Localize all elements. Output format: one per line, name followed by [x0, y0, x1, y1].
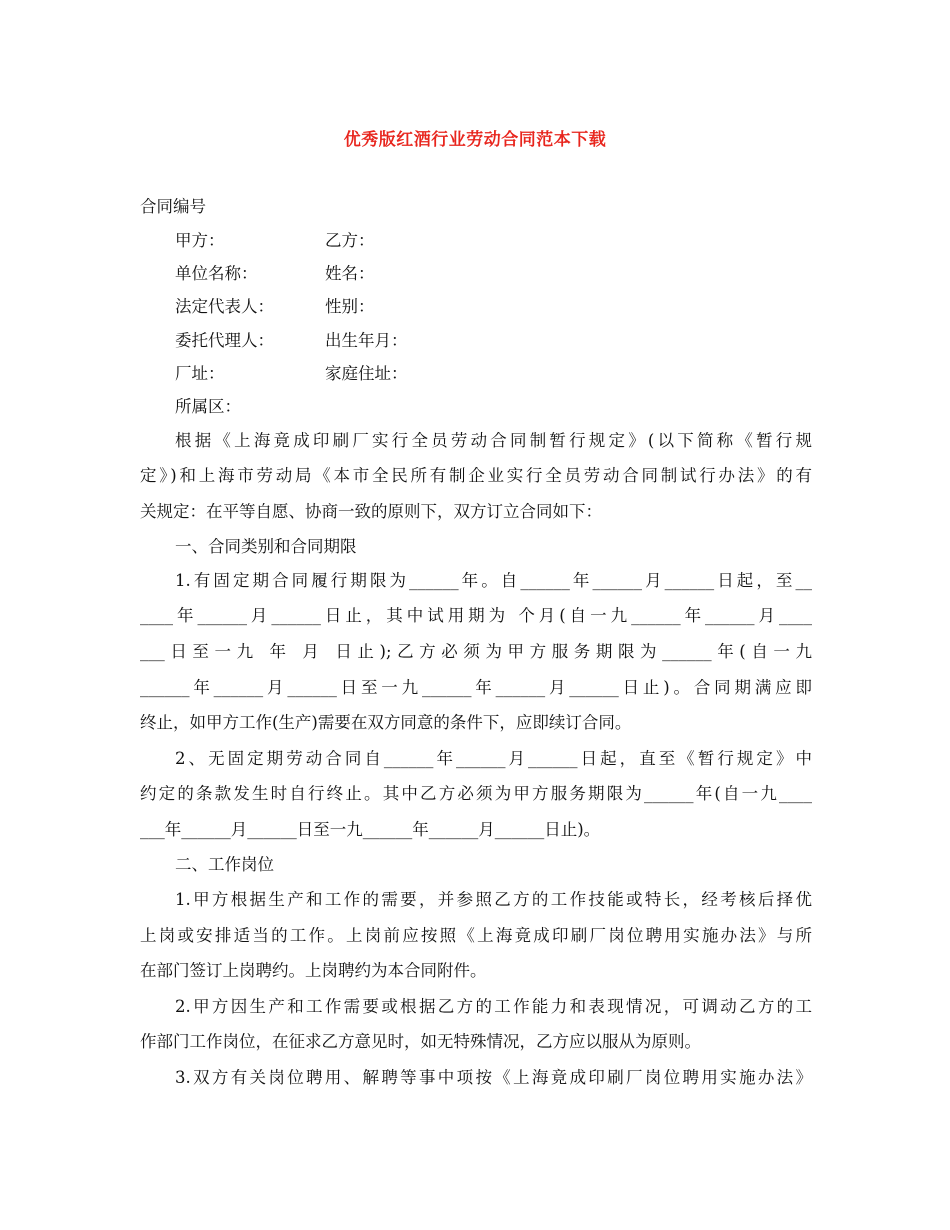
clause-line: ____年______月______日止，其中试用期为 个月(自一九______年______月____	[140, 606, 812, 625]
clause-line: 作部门工作岗位，在征求乙方意见时，如无特殊情况，乙方应以服从为原则。	[140, 1032, 701, 1051]
clause-line: 2.甲方因生产和工作需要或根据乙方的工作能力和表现情况，可调动乙方的工	[175, 997, 812, 1016]
section-heading: 一、合同类别和合同期限	[175, 537, 357, 556]
clause-line: 1.甲方根据生产和工作的需要，并参照乙方的工作技能或特长，经考核后择优	[175, 890, 812, 909]
birth-date-label: 出生年月：	[325, 331, 408, 350]
employee-name-label: 姓名：	[325, 264, 375, 283]
clause-line: 约定的条款发生时自行终止。其中乙方必须为甲方服务期限为______年(自一九____	[140, 784, 812, 803]
district-label: 所属区：	[175, 397, 241, 416]
clause-line: 在部门签订上岗聘约。上岗聘约为本合同附件。	[140, 961, 487, 980]
factory-address-label: 厂址：	[175, 364, 225, 383]
clause-line: 3.双方有关岗位聘用、解聘等事中项按《上海竟成印刷厂岗位聘用实施办法》	[175, 1068, 812, 1087]
preamble-line: 关规定：在平等自愿、协商一致的原则下，双方订立合同如下：	[140, 502, 602, 521]
document-title: 优秀版红酒行业劳动合同范本下载	[343, 130, 607, 150]
preamble-line: 根据《上海竟成印刷厂实行全员劳动合同制暂行规定》(以下简称《暂行规	[175, 431, 812, 450]
employer-name-label: 单位名称：	[175, 264, 258, 283]
preamble-line: 定》)和上海市劳动局《本市全民所有制企业实行全员劳动合同制试行办法》的有	[140, 466, 812, 485]
clause-line: 2、无固定期劳动合同自______年______月______日起，直至《暂行规定》中	[175, 749, 812, 768]
clause-line: 上岗或安排适当的工作。上岗前应按照《上海竟成印刷厂岗位聘用实施办法》与所	[140, 926, 812, 945]
section-heading: 二、工作岗位	[175, 855, 274, 874]
party-b-label: 乙方：	[325, 231, 375, 250]
contract-number-label: 合同编号	[140, 197, 206, 216]
authorized-agent-label: 委托代理人：	[175, 331, 274, 350]
clause-line: ___日至一九 年 月 日止);乙方必须为甲方服务期限为______年(自一九	[140, 642, 812, 661]
clause-line: 1.有固定期合同履行期限为______年。自______年______月______日起，至__	[175, 571, 812, 590]
gender-label: 性别：	[325, 297, 375, 316]
party-a-label: 甲方：	[175, 231, 225, 250]
home-address-label: 家庭住址：	[325, 364, 408, 383]
clause-line: 终止，如甲方工作(生产)需要在双方同意的条件下，应即续订合同。	[140, 713, 632, 732]
clause-line: ___年______月______日至一九______年______月______日止)。	[140, 820, 601, 839]
legal-representative-label: 法定代表人：	[175, 297, 274, 316]
clause-line: ______年______月______日至一九______年______月______日止)。合同期满应即	[140, 678, 812, 697]
